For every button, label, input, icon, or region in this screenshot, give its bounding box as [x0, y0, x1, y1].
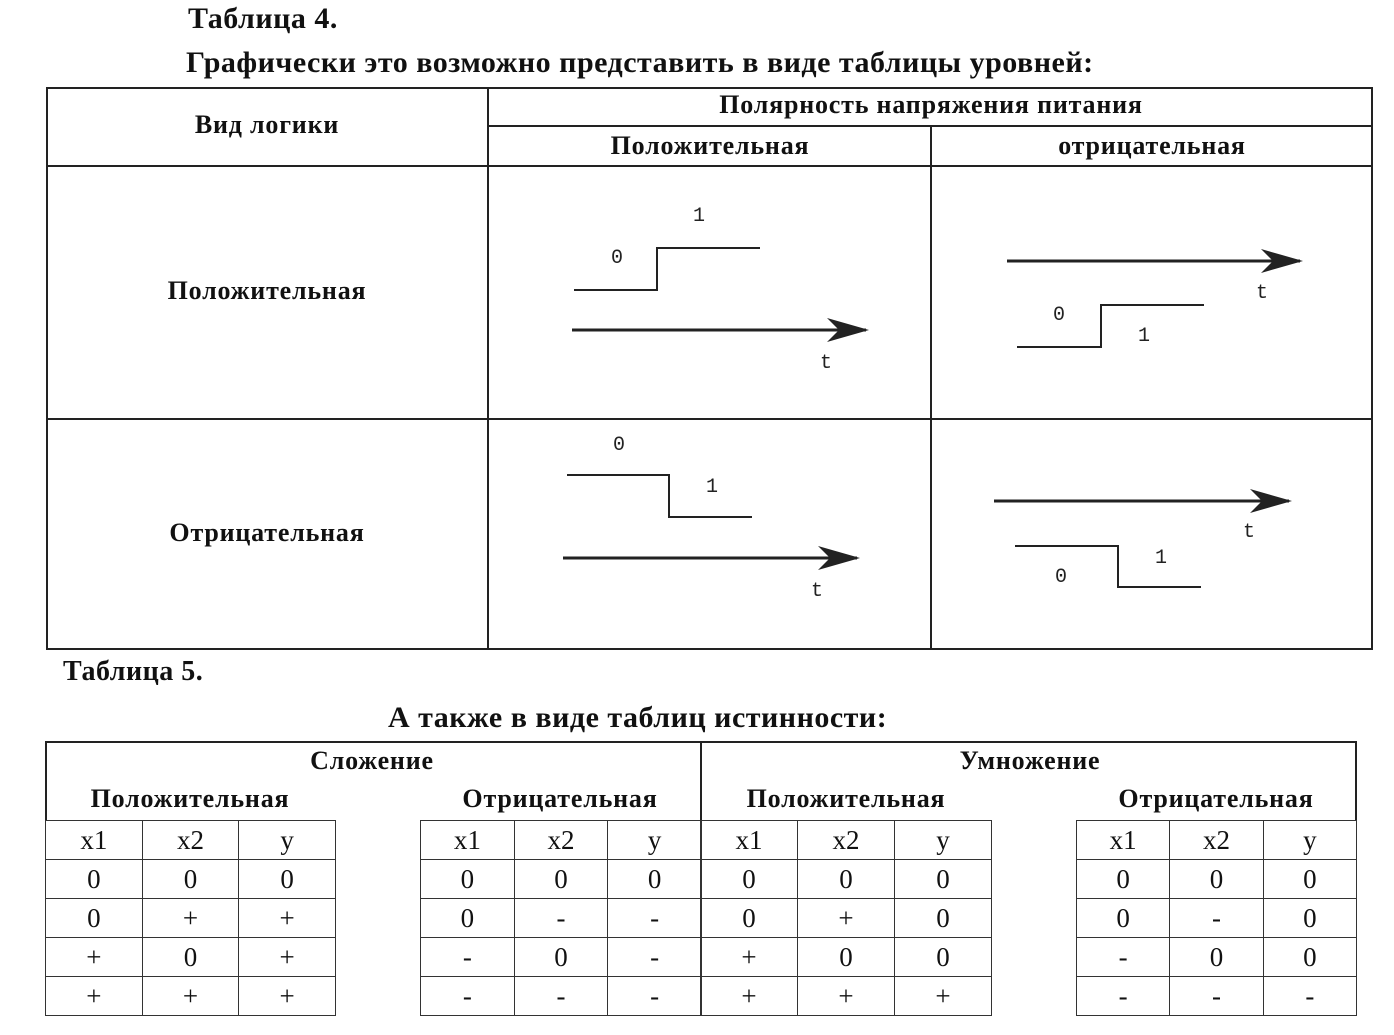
header-negative: отрицательная: [1058, 131, 1246, 160]
table4-intro: Графически это возможно представить в виде таблицы уровней:: [186, 46, 1094, 79]
svg-text:1: 1: [1138, 325, 1151, 348]
cell: x2: [514, 821, 608, 860]
cell: 0: [798, 938, 895, 977]
header-polarity: Полярность напряжения питания: [719, 90, 1143, 119]
subtable-title: Отрицательная: [462, 784, 658, 813]
table-row: [701, 899, 992, 938]
cell: 0: [46, 899, 143, 938]
cell: 0: [1170, 860, 1263, 899]
cell: y: [895, 821, 992, 860]
cell: 0: [514, 938, 608, 977]
cell: x1: [1077, 821, 1170, 860]
subtable-title: Положительная: [746, 784, 946, 813]
cell: 0: [1077, 899, 1170, 938]
cell: -: [608, 977, 702, 1016]
cell: -: [514, 899, 608, 938]
cell: -: [421, 977, 515, 1016]
cell: 0: [1263, 938, 1356, 977]
cell: 0: [1170, 938, 1263, 977]
cell: +: [46, 977, 143, 1016]
cell: -: [608, 899, 702, 938]
svg-text:0: 0: [613, 434, 626, 457]
cell: -: [421, 938, 515, 977]
cell: -: [1263, 977, 1356, 1016]
table-row: [1077, 860, 1357, 899]
table-row: [46, 938, 336, 977]
header-row: [46, 821, 336, 860]
table-row: [421, 977, 702, 1016]
waveform-pos-logic-pos-polarity: [572, 205, 866, 375]
table-row: [421, 899, 702, 938]
table-row: [1077, 938, 1357, 977]
table-row: [421, 860, 702, 899]
svg-text:1: 1: [693, 205, 706, 228]
cell: 0: [239, 860, 336, 899]
cell: +: [701, 977, 798, 1016]
cell: 0: [895, 899, 992, 938]
svg-text:t: t: [1256, 282, 1269, 305]
waveform-pos-logic-neg-polarity: [1007, 261, 1300, 348]
cell: x1: [46, 821, 143, 860]
cell: +: [46, 938, 143, 977]
subtable-title: Положительная: [90, 784, 290, 813]
svg-text:0: 0: [1055, 566, 1068, 589]
svg-text:0: 0: [1053, 304, 1066, 327]
truth-table-addition-negative: [420, 820, 702, 1016]
table-row: [421, 938, 702, 977]
addition-heading: Сложение: [310, 746, 434, 775]
cell: y: [1263, 821, 1356, 860]
cell: -: [608, 938, 702, 977]
cell: x2: [1170, 821, 1263, 860]
cell: +: [895, 977, 992, 1016]
cell: +: [239, 977, 336, 1016]
truth-table-addition-positive: [45, 820, 336, 1016]
cell: +: [239, 899, 336, 938]
svg-text:1: 1: [1155, 547, 1168, 570]
truth-table-multiplication-positive: [700, 820, 992, 1016]
header-logic-type: Вид логики: [194, 110, 340, 139]
header-positive: Положительная: [610, 131, 810, 160]
cell: 0: [1077, 860, 1170, 899]
truth-table-multiplication-negative: [1076, 820, 1357, 1016]
cell: y: [239, 821, 336, 860]
svg-text:t: t: [811, 580, 824, 603]
multiplication-heading: Умножение: [959, 746, 1101, 775]
cell: -: [1170, 977, 1263, 1016]
table-row: [701, 938, 992, 977]
cell: 0: [701, 899, 798, 938]
cell: +: [142, 977, 239, 1016]
table5-intro: А также в виде таблиц истинности:: [388, 701, 888, 734]
row-positive-logic: Положительная: [167, 276, 367, 305]
cell: -: [1077, 938, 1170, 977]
table-row: [46, 899, 336, 938]
table-row: [701, 977, 992, 1016]
cell: 0: [142, 938, 239, 977]
cell: y: [608, 821, 702, 860]
cell: 0: [1263, 899, 1356, 938]
cell: +: [701, 938, 798, 977]
table-row: [701, 860, 992, 899]
cell: +: [798, 977, 895, 1016]
cell: +: [798, 899, 895, 938]
header-row: [421, 821, 702, 860]
cell: 0: [895, 860, 992, 899]
cell: +: [239, 938, 336, 977]
cell: 0: [421, 899, 515, 938]
row-negative-logic: Отрицательная: [169, 518, 365, 547]
table-row: [46, 977, 336, 1016]
cell: x2: [798, 821, 895, 860]
waveform-neg-logic-pos-polarity: [563, 434, 857, 603]
cell: 0: [1263, 860, 1356, 899]
cell: 0: [421, 860, 515, 899]
svg-text:1: 1: [706, 476, 719, 499]
header-row: [701, 821, 992, 860]
table4-caption: Таблица 4.: [188, 2, 338, 35]
table5-caption: Таблица 5.: [63, 656, 204, 687]
cell: 0: [608, 860, 702, 899]
svg-text:t: t: [820, 352, 833, 375]
header-row: [1077, 821, 1357, 860]
svg-text:0: 0: [611, 247, 624, 270]
table-row: [1077, 977, 1357, 1016]
waveform-neg-logic-neg-polarity: [994, 501, 1289, 589]
cell: +: [142, 899, 239, 938]
table-row: [1077, 899, 1357, 938]
cell: 0: [895, 938, 992, 977]
cell: -: [1170, 899, 1263, 938]
cell: 0: [798, 860, 895, 899]
cell: 0: [701, 860, 798, 899]
cell: 0: [142, 860, 239, 899]
cell: -: [514, 977, 608, 1016]
cell: 0: [46, 860, 143, 899]
cell: x1: [421, 821, 515, 860]
table-row: [46, 860, 336, 899]
subtable-title: Отрицательная: [1118, 784, 1314, 813]
cell: x2: [142, 821, 239, 860]
cell: -: [1077, 977, 1170, 1016]
svg-text:t: t: [1243, 521, 1256, 544]
cell: x1: [701, 821, 798, 860]
cell: 0: [514, 860, 608, 899]
